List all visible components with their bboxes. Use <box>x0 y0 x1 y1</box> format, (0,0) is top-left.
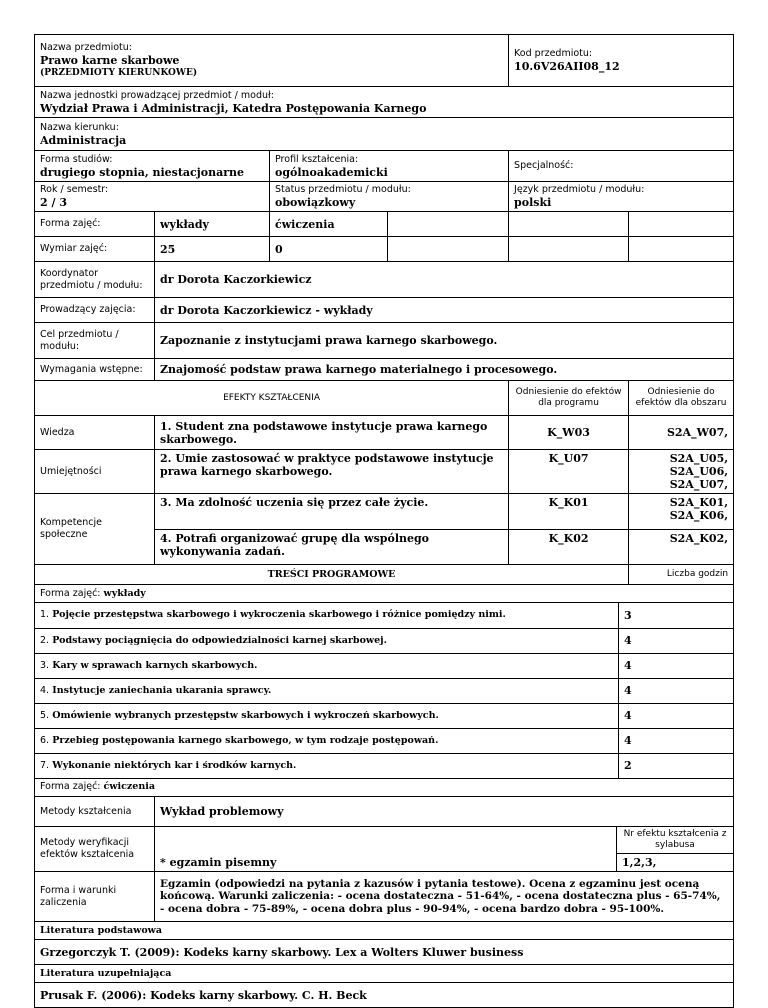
hours-empty-3 <box>629 237 734 262</box>
teaching-methods: Wykład problemowy <box>155 797 734 827</box>
class-form-empty-1 <box>388 212 509 237</box>
class-form-empty-3 <box>629 212 734 237</box>
topic-hours: 4 <box>619 653 734 678</box>
syllabus-table <box>34 34 734 603</box>
outcome-program: K_K01 <box>509 494 629 530</box>
class-form-exercises: ćwiczenia <box>270 212 388 237</box>
outcome-area: S2A_K01, S2A_K06, <box>629 494 734 530</box>
hours-empty-1 <box>388 237 509 262</box>
topic-number: 2. <box>40 635 49 646</box>
outcomes-col-area: Odniesienie do efektów dla obszaru <box>629 381 734 416</box>
profile-cell <box>270 151 509 182</box>
outcome-category-social: Kompetencje społeczne <box>35 494 155 565</box>
field-cell <box>35 118 734 151</box>
topic-text: Instytucje zaniechania ukarania sprawcy. <box>52 685 271 696</box>
outcome-area: S2A_K02, <box>629 530 734 565</box>
lecture-form-label: Forma zajęć: <box>40 588 101 599</box>
unit-label: Nazwa jednostki prowadzącej przedmiot / moduł: <box>40 90 728 102</box>
subject-name-cell <box>35 35 509 87</box>
verification-spacer <box>155 827 617 854</box>
lecture-form: wykłady <box>104 588 146 599</box>
subject-name-label: Nazwa przedmiotu: <box>40 42 503 54</box>
outcome-text: 4. Potrafi organizować grupę dla wspólnego wykonywania zadań. <box>155 530 509 565</box>
year-label: Rok / semestr: <box>40 184 264 196</box>
verification-col-header: Nr efektu kształcenia z sylabusa <box>617 827 734 854</box>
status-label: Status przedmiotu / modułu: <box>275 184 503 196</box>
verification-numbers: 1,2,3, <box>617 854 734 872</box>
outcome-category-skills: Umiejętności <box>35 450 155 494</box>
topic-text-cell <box>35 603 619 628</box>
year: 2 / 3 <box>40 196 264 209</box>
subject-code-cell <box>509 35 734 87</box>
topic-number: 5. <box>40 710 49 721</box>
topic-number: 6. <box>40 735 49 746</box>
verification-label: Metody weryfikacji efektów kształcenia <box>35 827 155 872</box>
coordinator: dr Dorota Kaczorkiewicz <box>155 262 734 298</box>
field-name: Administracja <box>40 134 728 147</box>
topic-text: Kary w sprawach karnych skarbowych. <box>52 660 257 671</box>
outcome-text: 1. Student zna podstawowe instytucje prawa karnego skarbowego. <box>155 416 509 450</box>
topic-text: Wykonanie niektórych kar i środków karnych. <box>52 760 296 771</box>
topic-text-cell <box>35 728 619 753</box>
outcome-area: S2A_U05, S2A_U06, S2A_U07, <box>629 450 734 494</box>
outcome-text: 3. Ma zdolność uczenia się przez całe życie. <box>155 494 509 530</box>
hours-lectures: 25 <box>155 237 270 262</box>
specialty-label: Specjalność: <box>514 160 728 172</box>
topic-text: Omówienie wybranych przestępstw skarbowych i wykroczeń skarbowych. <box>52 710 439 721</box>
methods-table <box>34 779 734 1008</box>
outcomes-col-program: Odniesienie do efektów dla programu <box>509 381 629 416</box>
exercise-form-label: Forma zajęć: <box>40 781 101 792</box>
topic-hours: 4 <box>619 628 734 653</box>
subject-code: 10.6V26AII08_12 <box>514 60 728 73</box>
study-form: drugiego stopnia, niestacjonarne <box>40 166 264 179</box>
goal: Zapoznanie z instytucjami prawa karnego skarbowego. <box>155 323 734 359</box>
content-header: TREŚCI PROGRAMOWE <box>35 565 629 585</box>
topic-row <box>35 728 734 753</box>
language-label: Język przedmiotu / modułu: <box>514 184 728 196</box>
topic-row <box>35 653 734 678</box>
verification-method: * egzamin pisemny <box>155 854 617 872</box>
outcome-text: 2. Umie zastosować w praktyce podstawowe instytucje prawa karnego skarbowego. <box>155 450 509 494</box>
requirements-label: Wymagania wstępne: <box>35 359 155 381</box>
topic-text: Pojęcie przestępstwa skarbowego i wykroczenia skarbowego i różnice pomiędzy nimi. <box>52 609 506 620</box>
unit-name: Wydział Prawa i Administracji, Katedra Postępowania Karnego <box>40 102 728 115</box>
goal-label: Cel przedmiotu / modułu: <box>35 323 155 359</box>
lecturer: dr Dorota Kaczorkiewicz - wykłady <box>155 298 734 323</box>
outcome-category-knowledge: Wiedza <box>35 416 155 450</box>
study-form-label: Forma studiów: <box>40 154 264 166</box>
topic-text-cell <box>35 678 619 703</box>
topic-text: Przebieg postępowania karnego skarbowego, w tym rodzaje postępowań. <box>52 735 438 746</box>
language-cell <box>509 182 734 212</box>
topic-text: Podstawy pociągnięcia do odpowiedzialności karnej skarbowej. <box>52 635 387 646</box>
topic-row <box>35 603 734 628</box>
specialty-cell <box>509 151 734 182</box>
topic-text-cell <box>35 703 619 728</box>
year-cell <box>35 182 270 212</box>
extra-literature-label: Literatura uzupełniająca <box>35 965 734 983</box>
exercise-form-row <box>35 779 734 797</box>
subject-code-label: Kod przedmiotu: <box>514 48 728 60</box>
requirements: Znajomość podstaw prawa karnego materialnego i procesowego. <box>155 359 734 381</box>
hours-empty-2 <box>509 237 629 262</box>
topics-table <box>34 603 734 779</box>
outcome-program: K_U07 <box>509 450 629 494</box>
hours-exercises: 0 <box>270 237 388 262</box>
hours-label: Wymiar zajęć: <box>35 237 155 262</box>
topic-row <box>35 678 734 703</box>
language: polski <box>514 196 728 209</box>
topic-number: 7. <box>40 760 49 771</box>
field-label: Nazwa kierunku: <box>40 122 728 134</box>
subject-name: Prawo karne skarbowe <box>40 54 503 67</box>
lecturer-label: Prowadzący zajęcia: <box>35 298 155 323</box>
profile: ogólnoakademicki <box>275 166 503 179</box>
outcomes-header: EFEKTY KSZTAŁCENIA <box>35 381 509 416</box>
coordinator-label: Koordynator przedmiotu / modułu: <box>35 262 155 298</box>
class-form-empty-2 <box>509 212 629 237</box>
syllabus-sheet <box>34 34 733 1008</box>
status: obowiązkowy <box>275 196 503 209</box>
topic-hours: 4 <box>619 728 734 753</box>
topic-row <box>35 703 734 728</box>
content-hours-header: Liczba godzin <box>629 565 734 585</box>
outcome-area: S2A_W07, <box>629 416 734 450</box>
outcome-program: K_W03 <box>509 416 629 450</box>
topic-text-cell <box>35 753 619 778</box>
topic-number: 4. <box>40 685 49 696</box>
topic-text-cell <box>35 653 619 678</box>
exercise-form: ćwiczenia <box>104 781 155 792</box>
lecture-form-row <box>35 585 734 603</box>
class-form-lectures: wykłady <box>155 212 270 237</box>
study-form-cell <box>35 151 270 182</box>
grading-label: Forma i warunki zaliczenia <box>35 872 155 922</box>
unit-cell <box>35 87 734 118</box>
teaching-methods-label: Metody kształcenia <box>35 797 155 827</box>
profile-label: Profil kształcenia: <box>275 154 503 166</box>
basic-literature: Grzegorczyk T. (2009): Kodeks karny skarbowy. Lex a Wolters Kluwer business <box>35 940 734 965</box>
topic-number: 3. <box>40 660 49 671</box>
extra-literature: Prusak F. (2006): Kodeks karny skarbowy. C. H. Beck <box>35 983 734 1008</box>
basic-literature-label: Literatura podstawowa <box>35 922 734 940</box>
status-cell <box>270 182 509 212</box>
subject-group: (PRZEDMIOTY KIERUNKOWE) <box>40 67 503 79</box>
topic-hours: 3 <box>619 603 734 628</box>
topic-row <box>35 753 734 778</box>
class-form-label: Forma zajęć: <box>35 212 155 237</box>
topic-row <box>35 628 734 653</box>
grading-conditions: Egzamin (odpowiedzi na pytania z kazusów i pytania testowe). Ocena z egzaminu jest oceną końcową. Warunki zaliczenia: - ocena dostateczna - 51-64%, - ocena dostateczna plus - 65-74%, - ocena dobra - 75-89%, - ocena dobra plus - 90-94%, - ocena bardzo dobra - 95-100%. <box>155 872 734 922</box>
topic-hours: 4 <box>619 678 734 703</box>
topic-hours: 4 <box>619 703 734 728</box>
topic-number: 1. <box>40 609 49 620</box>
topic-text-cell <box>35 628 619 653</box>
topic-hours: 2 <box>619 753 734 778</box>
outcome-program: K_K02 <box>509 530 629 565</box>
